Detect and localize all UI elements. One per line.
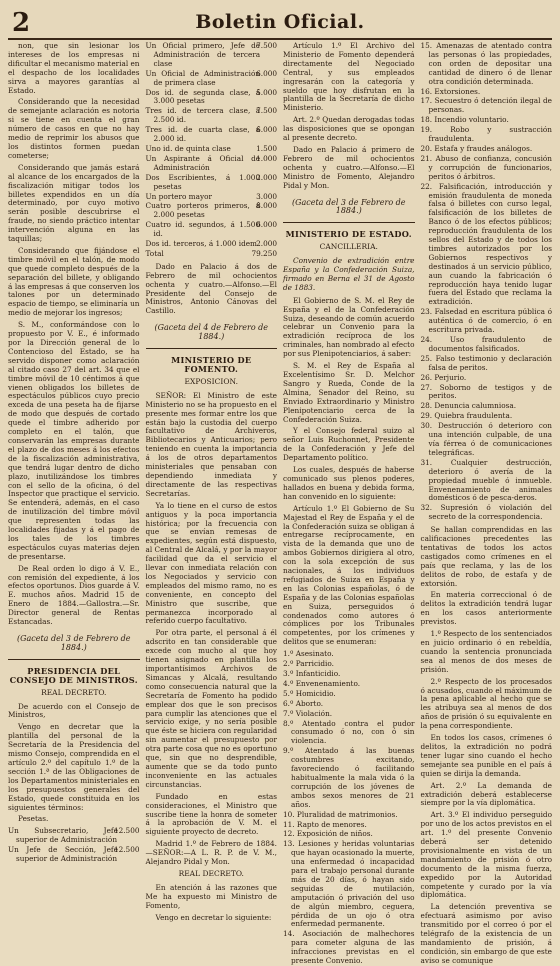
paragraph: Madrid 1.º de Febrero de 1884.—SEÑOR:—A L. R. P. de V. M., Alejandro Pidal y Mon. [145, 839, 277, 867]
list-item: 24. Uso fraudulento de documentos falsificados. [420, 335, 552, 353]
amount-value: 79.250 [251, 248, 277, 258]
col3-subtitle: CANCILLERIA. [319, 242, 378, 252]
amount-value: 7.500 [256, 41, 277, 50]
paragraph: Considerando que la necesidad de semejante aclaración es notoria si se tiene en cuenta el gran número de casos en que no hay medio de reprimir los abusos que los distintos formen puedan cometerse; [8, 97, 140, 160]
list-item: 17. Secuestro ó detención ilegal de personas. [420, 96, 552, 115]
amount-value: 1.500 [256, 143, 277, 153]
amount-label: Tres id. de tercera clase, á 2.500 id. [145, 106, 261, 125]
list-item: 12. Exposición de niños. [283, 829, 373, 839]
paragraph: SEÑOR: El Ministro de este Ministerio no se ha propuesto en el presente mes formar entre los que están bajo la custodia del cuerpo facultativo de Archiveros, Bibliotecarios y Anticuarios; pero teniendo en cuenta la importancia á los de otros departamentos ministeriales que pensaban con dependiendo inmediata y directamente de las respectivas Secretarías. [145, 390, 277, 498]
paragraph: 2.º Respecto de los procesados ó acusados, cuando el máximum de la pena aplicable al hecho que se les atribuya sea al menos de dos años de prisión ó su equivalente en la pena correspondiente. [420, 676, 552, 731]
amount-label: Dos id. terceros, á 1.000 idem [145, 239, 257, 249]
amount-row [146, 145, 278, 154]
list-item: 25. Falso testimonio y declaración falsa de peritos. [420, 353, 552, 372]
list-item: 2.º Parricidio. [283, 659, 334, 669]
list-item: 7.º Violación. [283, 708, 333, 718]
list-item: 5.º Homicidio. [283, 688, 336, 698]
list-item: 20. Estafa y fraudes análogos. [420, 143, 533, 153]
publication-title: Boletin Oficial. [195, 11, 365, 33]
paragraph: S. M., conformándose con lo propuesto por V. E., é informado por la Dirección general de lo Contencioso del Estado, se ha servido disponer como aclaración al citado caso 27 del art. 34 que el timbre móvil de 10 céntimos á que vienen obligados los billetes de espectáculos públicos cuyo precio exceda de una peseta ha de fijarse de modo que después de cortado quede el timbre adherido por completo en el talón, que conservarán las empresas durante el plazo de dos meses á los efectos de la fiscalización administrativa, que tendrá lugar dentro de dicho plazo, inutilizándose los timbres con el sello de la oficina, ó del Inspector que practique el servicio. Se entenderá, además, en el caso de inutilización del timbre móvil que representen todas las localidades fijadas y á el pago de los tales de los timbres espectáculos cuyas materias dejen de presentarse. [8, 320, 140, 561]
list-item: 11. Rapto de menores. [283, 819, 367, 829]
amount-label: Un Oficial de Administración de primera clase [145, 68, 261, 87]
divider [8, 659, 140, 660]
list-item: 14. Asociación de malhechores para cometer alguna de las infracciones previstas en el presente Convenio. [283, 929, 415, 966]
amount-value: 5.000 [256, 87, 277, 97]
list-item: 30. Destrucción ó deterioro con una intención culpable, de una vía férrea ó de comunicaciones telegráficas. [420, 421, 552, 457]
paragraph: La detención preventiva se efectuará asimismo por aviso transmitido por el correo ó por el telégrafo de la existencia de un mandamiento de prisión, á condición, sin embargo de que este aviso se comunique [420, 902, 552, 965]
list-item: 8.º Atentado contra el pudor consumado ó no, con ó sin violencia. [283, 718, 415, 746]
amount-row [146, 42, 278, 69]
col1-amounts [8, 827, 140, 864]
col2-amounts [146, 42, 278, 259]
col4-paragraphs [421, 526, 553, 966]
amount-row [146, 250, 278, 259]
paragraph: S. M. el Rey de España al Excelentísimo Sr. D. Melchor Sangro y Rueda, Conde de la Almina, Senador del Reino, su Enviado Extraordinario y Ministro Plenipotenciario cerca de la Confederación Suiza. [283, 361, 415, 424]
paragraph: Ya lo tiene en el curso de estos antiguos y la poca importancia histórica; por la frecuencia con que se envían remesas de expedientes, según está dispuesto, al Central de Alcalá, y por la mayor facilidad que da el servicio el llevar con inmediata relación con los Negociados y servicio con empleados del mismo ramo, no es conveniente, en concepto del Ministro que suscribe, que permanezca incorporado al referido cuerpo facultativo. [145, 500, 277, 626]
list-item: 9.º Atentado á las buenas costumbres excitando, favoreciendo ó facilitando habitualmente la mala vida ó la corrupción de los jóvenes de ambos sexos menores de 21 años. [283, 746, 415, 809]
list-item: 31. Cualquier destrucción, deterioro ó avería de la propiedad mueble ó inmueble. Envenenamiento de animales domésticos ó de pesca-deros. [420, 457, 552, 503]
col3-section-title: MINISTERIO DE ESTADO. [285, 229, 412, 240]
amount-row [8, 846, 140, 864]
list-item: 28. Denuncia calumniosa. [420, 401, 517, 411]
paragraph: Pesetas. [18, 814, 49, 824]
amount-value: 12.500 [113, 826, 140, 836]
amount-label: Cuatro id. segundos, á 1.500 id. [145, 220, 261, 239]
paragraph: Dado en Palacio á dos de Febrero de mil ochocientos ochenta y cuatro.—Alfonso.—El Presidente del Consejo de Ministros, Antonio Cánovas del Castillo. [145, 261, 277, 316]
col2-subtitle2: REAL DECRETO. [178, 868, 244, 878]
paragraph: Considerando que fijándose el timbre móvil en el talón, de modo que quede completo después de la separación del billete, y obligando á las empresas á que conserven los talones por un determinado espacio de tiempo, se eliminaría un medio de mejorar los ingresos; [8, 245, 140, 318]
paragraph: En atención á las razones que Me ha expuesto mi Ministro de Fomento, [145, 882, 277, 910]
paragraph: Por otra parte, el personal á él adscrito en tan considerable que excede con mucho al que hoy tienen asignado en plantilla los importantísimos Archivos de Simancas y Alcalá, resultando como consecuencia natural que la Secretaría de Fomento ha podido emplear dos que le son precisos para cumplir las atenciones que el servicio exige, y no sería posible que éste se hiciera con regularidad sin aumentar el presupuesto por otra parte cosa que no es oportuno que, sin que no desprendible, aumente que se da todo punto inconveniente en las actuales circunstancias. [145, 628, 277, 789]
amount-value: 6.000 [256, 68, 277, 78]
col2-section-title: MINISTERIO DE FOMENTO. [171, 355, 252, 374]
col3-convenio-title: Convenio de extradición entre España y la Confederación Suiza, firmado en Berna el 31 de Agosto de 1883. [283, 256, 415, 292]
list-item: 18. Incendio voluntario. [420, 115, 509, 125]
amount-value: 6.000 [256, 220, 277, 230]
col2-paragraphs3 [146, 884, 278, 923]
list-item: 10. Pluralidad de matrimonios. [283, 809, 398, 819]
amount-row [146, 89, 278, 107]
amount-row [146, 70, 278, 88]
list-item: 19. Robo y sustracción fraudulenta. [420, 125, 552, 144]
col1-dateline: (Gaceta del 3 de Febrero de 1884.) [16, 634, 131, 652]
paragraph: En todos los casos, crímenes ó delitos, la extradición no podrá tener lugar sino cuando el hecho semejante sea punible en el país á quien se dirija la demanda. [420, 733, 552, 778]
amount-row [146, 155, 278, 173]
list-item: 13. Lesiones y heridas voluntarias que hayan ocasionado la muerte, una enfermedad ó incapacidad para el trabajo personal durante más de 20 días, ó hayan sido seguidas de mutilación, amputación ó privación del uso de algún miembro, ceguera, pérdida de un ojo ó otra enfermedad permanente. [283, 839, 415, 929]
list-item: 22. Falsificación, introducción y emisión fraudulenta de moneda falsa ó billetes con curso legal, falsificación de los billetes de Banco ó de los efectos públicos; reproducción fraudulenta de los sellos del Estado y de todos los timbres autorizados por los Gobiernos respectivos y destinados á un servicio público, aun cuando la fabricación ó reproducción haya tenido lugar fuera del Estado que reclama la extradición. [420, 181, 552, 307]
list-item: 15. Amenazas de atentado contra las personas ó las propiedades, con orden de depositar una cantidad de dinero ó de llenar otra condición determinada. [420, 41, 552, 86]
column-2 [145, 41, 278, 922]
amount-row [146, 174, 278, 192]
col1-subtitle: REAL DECRETO. [41, 687, 107, 697]
list-item: 21. Abuso de confianza, concusión y corrupción de funcionarios, peritos ó árbitros. [420, 153, 552, 181]
paragraph: El Gobierno de S. M. el Rey de España y el de la Confederación Suiza, deseando de común acuerdo celebrar un Convenio para la extradición recíproca de los criminales, han nombrado al efecto por sus Plenipotenciarios, á saber: [283, 295, 415, 359]
amount-row [146, 202, 278, 220]
col3-paragraphs2 [283, 297, 415, 647]
list-item: 32. Supresión ó violación del secreto de la correspondencia. [420, 503, 552, 522]
amount-row [146, 240, 278, 249]
amount-value: 3.000 [256, 191, 277, 201]
paragraph: En materia correccional ó de delitos la extradición tendrá lugar en los casos anteriormente previstos. [420, 590, 552, 627]
amount-label: Uno id. de quinta clase [145, 143, 231, 153]
amount-row [146, 126, 278, 144]
amount-value: 8.000 [256, 201, 277, 211]
paragraph: Artículo 1.º El Archivo del Ministerio de Fomento dependerá directamente del Negociado Central, y sus empleados ingresarán con la categoría y sueldo que hoy disfrutan en la plantilla de la Secretaría de dicho Ministerio. [283, 41, 415, 113]
page-number: 2 [12, 8, 31, 38]
col2-dateline: (Gaceta del 4 de Febrero de 1884.) [154, 323, 269, 342]
column-3 [283, 41, 415, 966]
list-item: 6.º Aborto. [283, 698, 324, 708]
col4-crimes [421, 42, 553, 522]
page-header [8, 6, 552, 40]
amount-label: Un portero mayor [145, 191, 212, 201]
amount-label: Tres id. de cuarta clase, á 2.000 id. [145, 125, 261, 144]
paragraph: Fundado en estas consideraciones, el Ministro que suscribe tiene la honra de someter á la aprobación de V. M. el siguiente proyecto de decreto. [145, 791, 277, 837]
list-item: 23. Falsedad en escritura pública ó auténtica ó de comercio, ó en escritura privada. [420, 307, 552, 335]
paragraph: Y el Consejo federal suizo al señor Luis Ruchonnet, Presidente de la Confederación y Jefe del Departamento político. [283, 426, 415, 463]
paragraph: Vengo en decretar lo siguiente: [155, 912, 272, 922]
col3-paragraphs [283, 42, 415, 191]
column-1 [8, 41, 140, 864]
amount-row [146, 107, 278, 125]
paragraph: non, que sin lesionar los intereses de los empresas ni dificultar el mecanismo material en el despacho de los localidades sirva a mayores garantías al Estado. [8, 41, 140, 95]
list-item: 29. Quiebra fraudulenta. [420, 411, 513, 421]
col2-subtitle: EXPOSICION. [184, 376, 238, 386]
amount-label: Dos Escribientes, á 1.000 pesetas [145, 172, 261, 191]
divider [146, 348, 278, 349]
amount-value: 2.000 [256, 172, 277, 182]
paragraph: 1.º Respecto de los sentenciados en juicio ordinario ó en rebeldía, cuando la sentencia pronunciada sea al menos de dos meses de prisión. [420, 629, 552, 674]
paragraph: Vengo en decretar que la plantilla del personal de la Secretaría de la Presidencia del mismo Consejo, comprendida en el artículo 2.º del capítulo 1.º de la sección 1.ª de las Obligaciones de los Departamentos ministeriales en los presupuestos generales del Estado, quede constituida en los siguientes términos: [8, 722, 140, 812]
amount-row [8, 827, 140, 845]
paragraph: Se hallan comprendidas en las calificaciones precedentes las tentativas de todos los actos castigados como crímenes en el país que reclama, y las de los delitos de robo, de estafa y de extorsión. [420, 525, 552, 588]
col3-dateline: (Gaceta del 3 de Febrero de 1884.) [291, 197, 406, 216]
col1-paragraphs2 [8, 703, 140, 825]
list-item: 16. Extorsiones. [420, 86, 481, 96]
column-4 [420, 41, 553, 965]
amount-row [146, 221, 278, 239]
amount-label: Total [145, 248, 164, 258]
amount-value: 1.000 [256, 153, 277, 163]
amount-value: 12.500 [113, 845, 140, 855]
columns [8, 41, 552, 966]
paragraph: Los cuales, después de haberse comunicado sus plenos poderes, hallados en buena y debida forma, han convenido en lo siguiente: [283, 465, 415, 501]
divider [283, 222, 415, 223]
col2-paragraphs [146, 263, 278, 316]
paragraph: De Real orden lo digo á V. E., con remisión del expediente, á los efectos oportunos. Dios guarde á V. E. muchos años. Madrid 15 de Enero de 1884.—Gallostra.—Sr. Director general de Rentas Estancadas. [8, 563, 140, 627]
amount-value: 2.000 [256, 239, 277, 249]
list-item: 26. Perjurio. [420, 372, 467, 382]
list-item: 3.º Infanticidio. [283, 669, 341, 678]
col1-section-title: PRESIDENCIA DEL CONSEJO DE MINISTROS. [9, 665, 138, 685]
amount-label: Dos id. de segunda clase, á 3.000 pesetas [145, 87, 261, 106]
paragraph: Art. 3.º El individuo perseguido por uno de los actos previstos en el art. 1.º del presente Convenio deberá ser detenido provisionalmente en vista de un mandamiento de prisión ó otro documento de la misma fuerza, expedido por la Autoridad competente y curado por la vía diplomática. [420, 810, 552, 900]
col1-paragraphs [8, 42, 140, 627]
paragraph: Artículo 1.º El Gobierno de Su Majestad el Rey de España y el de la Confederación suiza se obligan á entregarse recíprocamente, en vista de la demanda que uno de ambos Gobiernos dirigiera al otro, con la sola excepción de sus nacionales, á los individuos refugiados de Suiza en España y en las Colonias españolas, ó de España y de las Colonias españolas en Suiza, perseguidos ó condenados como autores ó cómplices por los Tribunales competentes, por los crímenes y delitos que se enumeran: [283, 503, 415, 647]
paragraph: Dado en Palacio á primero de Febrero de mil ochocientos ochenta y cuatro.—Alfonso.—El Ministro de Fomento, Alejandro Pidal y Mon. [283, 144, 415, 190]
paragraph: Art. 2.º La demanda de extradición deberá establecerse siempre por la vía diplomática. [420, 780, 552, 808]
amount-label: Un Aspirante á Oficial de Administración [145, 153, 261, 172]
paragraph: Art. 2.º Quedan derogadas todas las disposiciones que se opongan al presente decreto. [283, 115, 415, 143]
amount-label: Un Jefe de Sección, Jefe superior de Administración [8, 845, 118, 864]
amount-value: 6.000 [256, 125, 277, 135]
paragraph: De acuerdo con el Consejo de Ministros, [8, 701, 140, 720]
amount-row [146, 193, 278, 202]
amount-label: Un Oficial primero, Jefe de Administración de tercera clase [145, 41, 261, 68]
list-item: 1.º Asesinato. [283, 649, 334, 659]
list-item: 27. Soborno de testigos y de peritos. [420, 382, 552, 401]
amount-label: Un Subsecretario, Jefe superior de Administración [8, 826, 118, 845]
col2-paragraphs2 [146, 392, 278, 867]
list-item: 4.º Envenenamiento. [283, 678, 361, 688]
amount-value: 7.500 [256, 106, 277, 116]
amount-label: Cuatro porteros primeros, á 2.000 pesetas [145, 201, 261, 220]
col3-crimes [283, 650, 415, 966]
paragraph: Considerando que jamás estará al alcance de los encargados de la fiscalización mitigar todos los billetes expendidos en un día determinado, por cuyo motivo serán posible descubrirse el fraude, no siendo práctico intentar intervención alguna en las taquillas; [8, 162, 140, 244]
